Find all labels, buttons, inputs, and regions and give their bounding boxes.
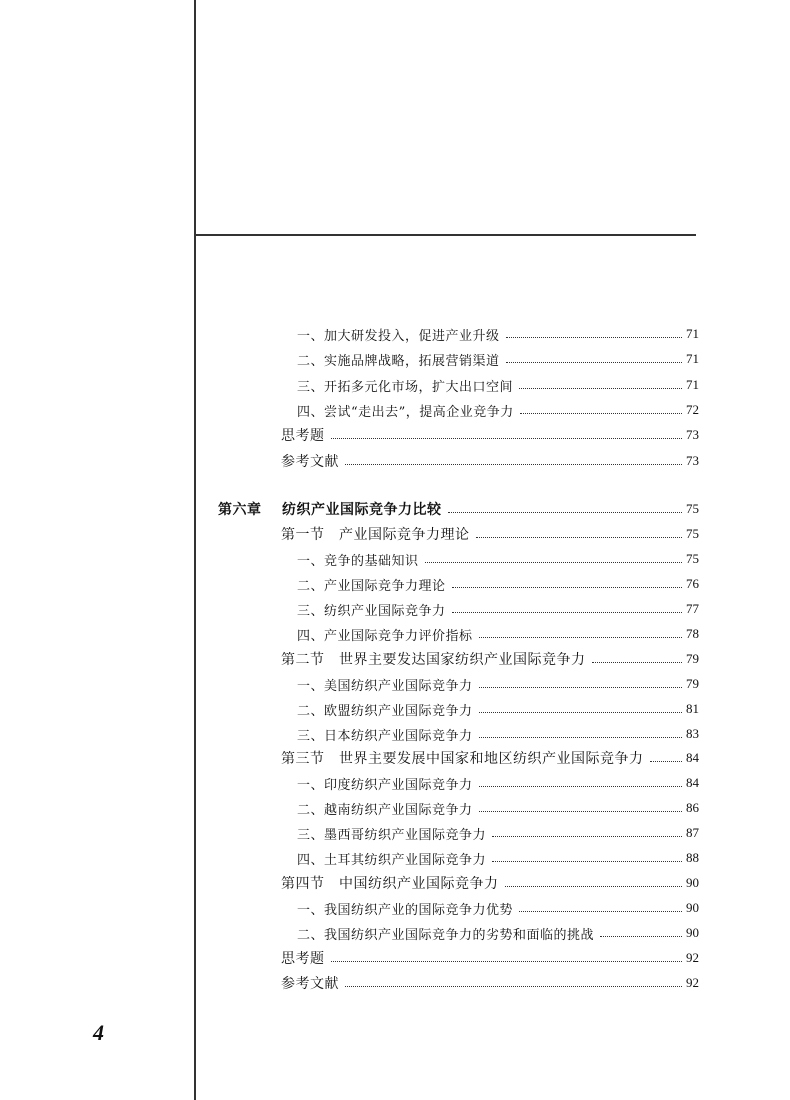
leader-dots (506, 337, 682, 338)
toc-entry-label: 二、越南纺织产业国际竞争力 (297, 799, 479, 818)
toc-entry-label: 三、纺织产业国际竞争力 (297, 600, 452, 619)
toc-entry-page: 90 (686, 875, 699, 890)
toc-entry-page: 71 (686, 351, 699, 366)
toc-entry (297, 796, 699, 820)
toc-entry-label: 三、开拓多元化市场，扩大出口空间 (297, 376, 519, 395)
toc-entry (297, 398, 699, 422)
chapter-title: 纺织产业国际竞争力比较 (282, 502, 442, 518)
toc-entry-page: 73 (686, 427, 699, 442)
leader-dots (345, 464, 682, 465)
toc-entry-label: 思考题 (281, 425, 331, 445)
toc-entry-label: 参考文献 (281, 973, 345, 993)
toc-entry (297, 572, 699, 596)
toc-entry (297, 896, 699, 920)
leader-dots (492, 861, 682, 862)
horizontal-rule (194, 234, 696, 236)
toc-entry-label: 第三节 世界主要发展中国家和地区纺织产业国际竞争力 (281, 748, 650, 768)
toc-entry (297, 846, 699, 870)
toc-section (281, 746, 699, 770)
toc-entry-label: 第二节 世界主要发达国家纺织产业国际竞争力 (281, 649, 592, 669)
toc-entry (297, 597, 699, 621)
leader-dots (479, 811, 682, 812)
toc-entry (297, 622, 699, 646)
toc-section (281, 522, 699, 546)
leader-dots (492, 836, 682, 837)
leader-dots (479, 737, 682, 738)
leader-dots (452, 612, 682, 613)
vertical-rule (194, 0, 196, 1100)
toc-entry-label: 三、墨西哥纺织产业国际竞争力 (297, 824, 492, 843)
toc-entry-page: 88 (686, 850, 699, 865)
toc-entry-page: 90 (686, 925, 699, 940)
toc-entry-page: 84 (686, 750, 699, 765)
toc-entry-label: 一、美国纺织产业国际竞争力 (297, 675, 479, 694)
leader-dots (479, 786, 682, 787)
toc-entry-label: 思考题 (281, 948, 331, 968)
toc-entry-page: 77 (686, 601, 699, 616)
toc-entry-page: 79 (686, 651, 699, 666)
toc-entry (297, 547, 699, 571)
leader-dots (479, 712, 682, 713)
toc-entry-label: 二、实施品牌战略，拓展营销渠道 (297, 350, 506, 369)
leader-dots (650, 761, 683, 762)
leader-dots (345, 986, 682, 987)
toc-entry-label: 参考文献 (281, 451, 345, 471)
toc-section (281, 871, 699, 895)
toc-entry-label: 一、印度纺织产业国际竞争力 (297, 774, 479, 793)
toc-entry-label: 二、我国纺织产业国际竞争力的劣势和面临的挑战 (297, 924, 600, 943)
toc-entry-page: 84 (686, 775, 699, 790)
toc-entry-label: 四、尝试“走出去”，提高企业竞争力 (297, 401, 520, 420)
toc-entry-page: 75 (686, 551, 699, 566)
toc-entry-page: 92 (686, 975, 699, 990)
toc-entry-page: 72 (686, 402, 699, 417)
toc-entry-label: 一、竞争的基础知识 (297, 550, 425, 569)
leader-dots (331, 961, 683, 962)
toc-entry-label: 一、我国纺织产业的国际竞争力优势 (297, 899, 519, 918)
leader-dots (331, 438, 683, 439)
leader-dots (505, 886, 683, 887)
toc-entry (297, 722, 699, 746)
leader-dots (506, 362, 682, 363)
toc-entry-label: 四、土耳其纺织产业国际竞争力 (297, 849, 492, 868)
toc-entry-page: 79 (686, 676, 699, 691)
toc-entry-page: 75 (686, 526, 699, 541)
toc-entry (297, 347, 699, 371)
toc-entry (297, 697, 699, 721)
toc-entry-page: 71 (686, 377, 699, 392)
leader-dots (519, 911, 682, 912)
toc-entry-page: 73 (686, 453, 699, 468)
toc-entry-page: 90 (686, 900, 699, 915)
toc-entry (281, 971, 699, 995)
toc-entry-page: 81 (686, 701, 699, 716)
toc-entry-label: 二、产业国际竞争力理论 (297, 575, 452, 594)
toc-entry (297, 921, 699, 945)
toc-entry-label: 第四节 中国纺织产业国际竞争力 (281, 873, 505, 893)
toc-entry-label: 二、欧盟纺织产业国际竞争力 (297, 700, 479, 719)
leader-dots (448, 512, 683, 513)
leader-dots (476, 537, 683, 538)
toc-entry-page: 87 (686, 825, 699, 840)
toc-entry (297, 373, 699, 397)
toc-entry-page: 71 (686, 326, 699, 341)
page-number: 4 (93, 1020, 104, 1045)
toc-entry-page: 75 (686, 501, 699, 516)
chapter-number: 第六章 (218, 502, 262, 518)
toc-entry-page: 76 (686, 576, 699, 591)
toc-entry (297, 771, 699, 795)
toc-section (281, 647, 699, 671)
toc-entry (281, 946, 699, 970)
leader-dots (520, 413, 682, 414)
toc-entry-label: 一、加大研发投入，促进产业升级 (297, 325, 506, 344)
toc-entry (281, 449, 699, 473)
leader-dots (452, 587, 682, 588)
toc-chapter (218, 497, 699, 521)
toc-entry-label: 第一节 产业国际竞争力理论 (281, 524, 476, 544)
leader-dots (592, 662, 683, 663)
leader-dots (600, 936, 682, 937)
leader-dots (479, 687, 682, 688)
toc-chapter-label (218, 499, 448, 519)
leader-dots (519, 388, 682, 389)
toc-entry (297, 672, 699, 696)
leader-dots (425, 562, 682, 563)
leader-dots (479, 637, 682, 638)
toc-entry-label: 三、日本纺织产业国际竞争力 (297, 725, 479, 744)
toc-entry-page: 83 (686, 726, 699, 741)
toc-entry (281, 423, 699, 447)
toc-entry-label: 四、产业国际竞争力评价指标 (297, 625, 479, 644)
toc-entry (297, 322, 699, 346)
toc-entry-page: 78 (686, 626, 699, 641)
toc-entry (297, 821, 699, 845)
toc-entry-page: 92 (686, 950, 699, 965)
toc-entry-page: 86 (686, 800, 699, 815)
